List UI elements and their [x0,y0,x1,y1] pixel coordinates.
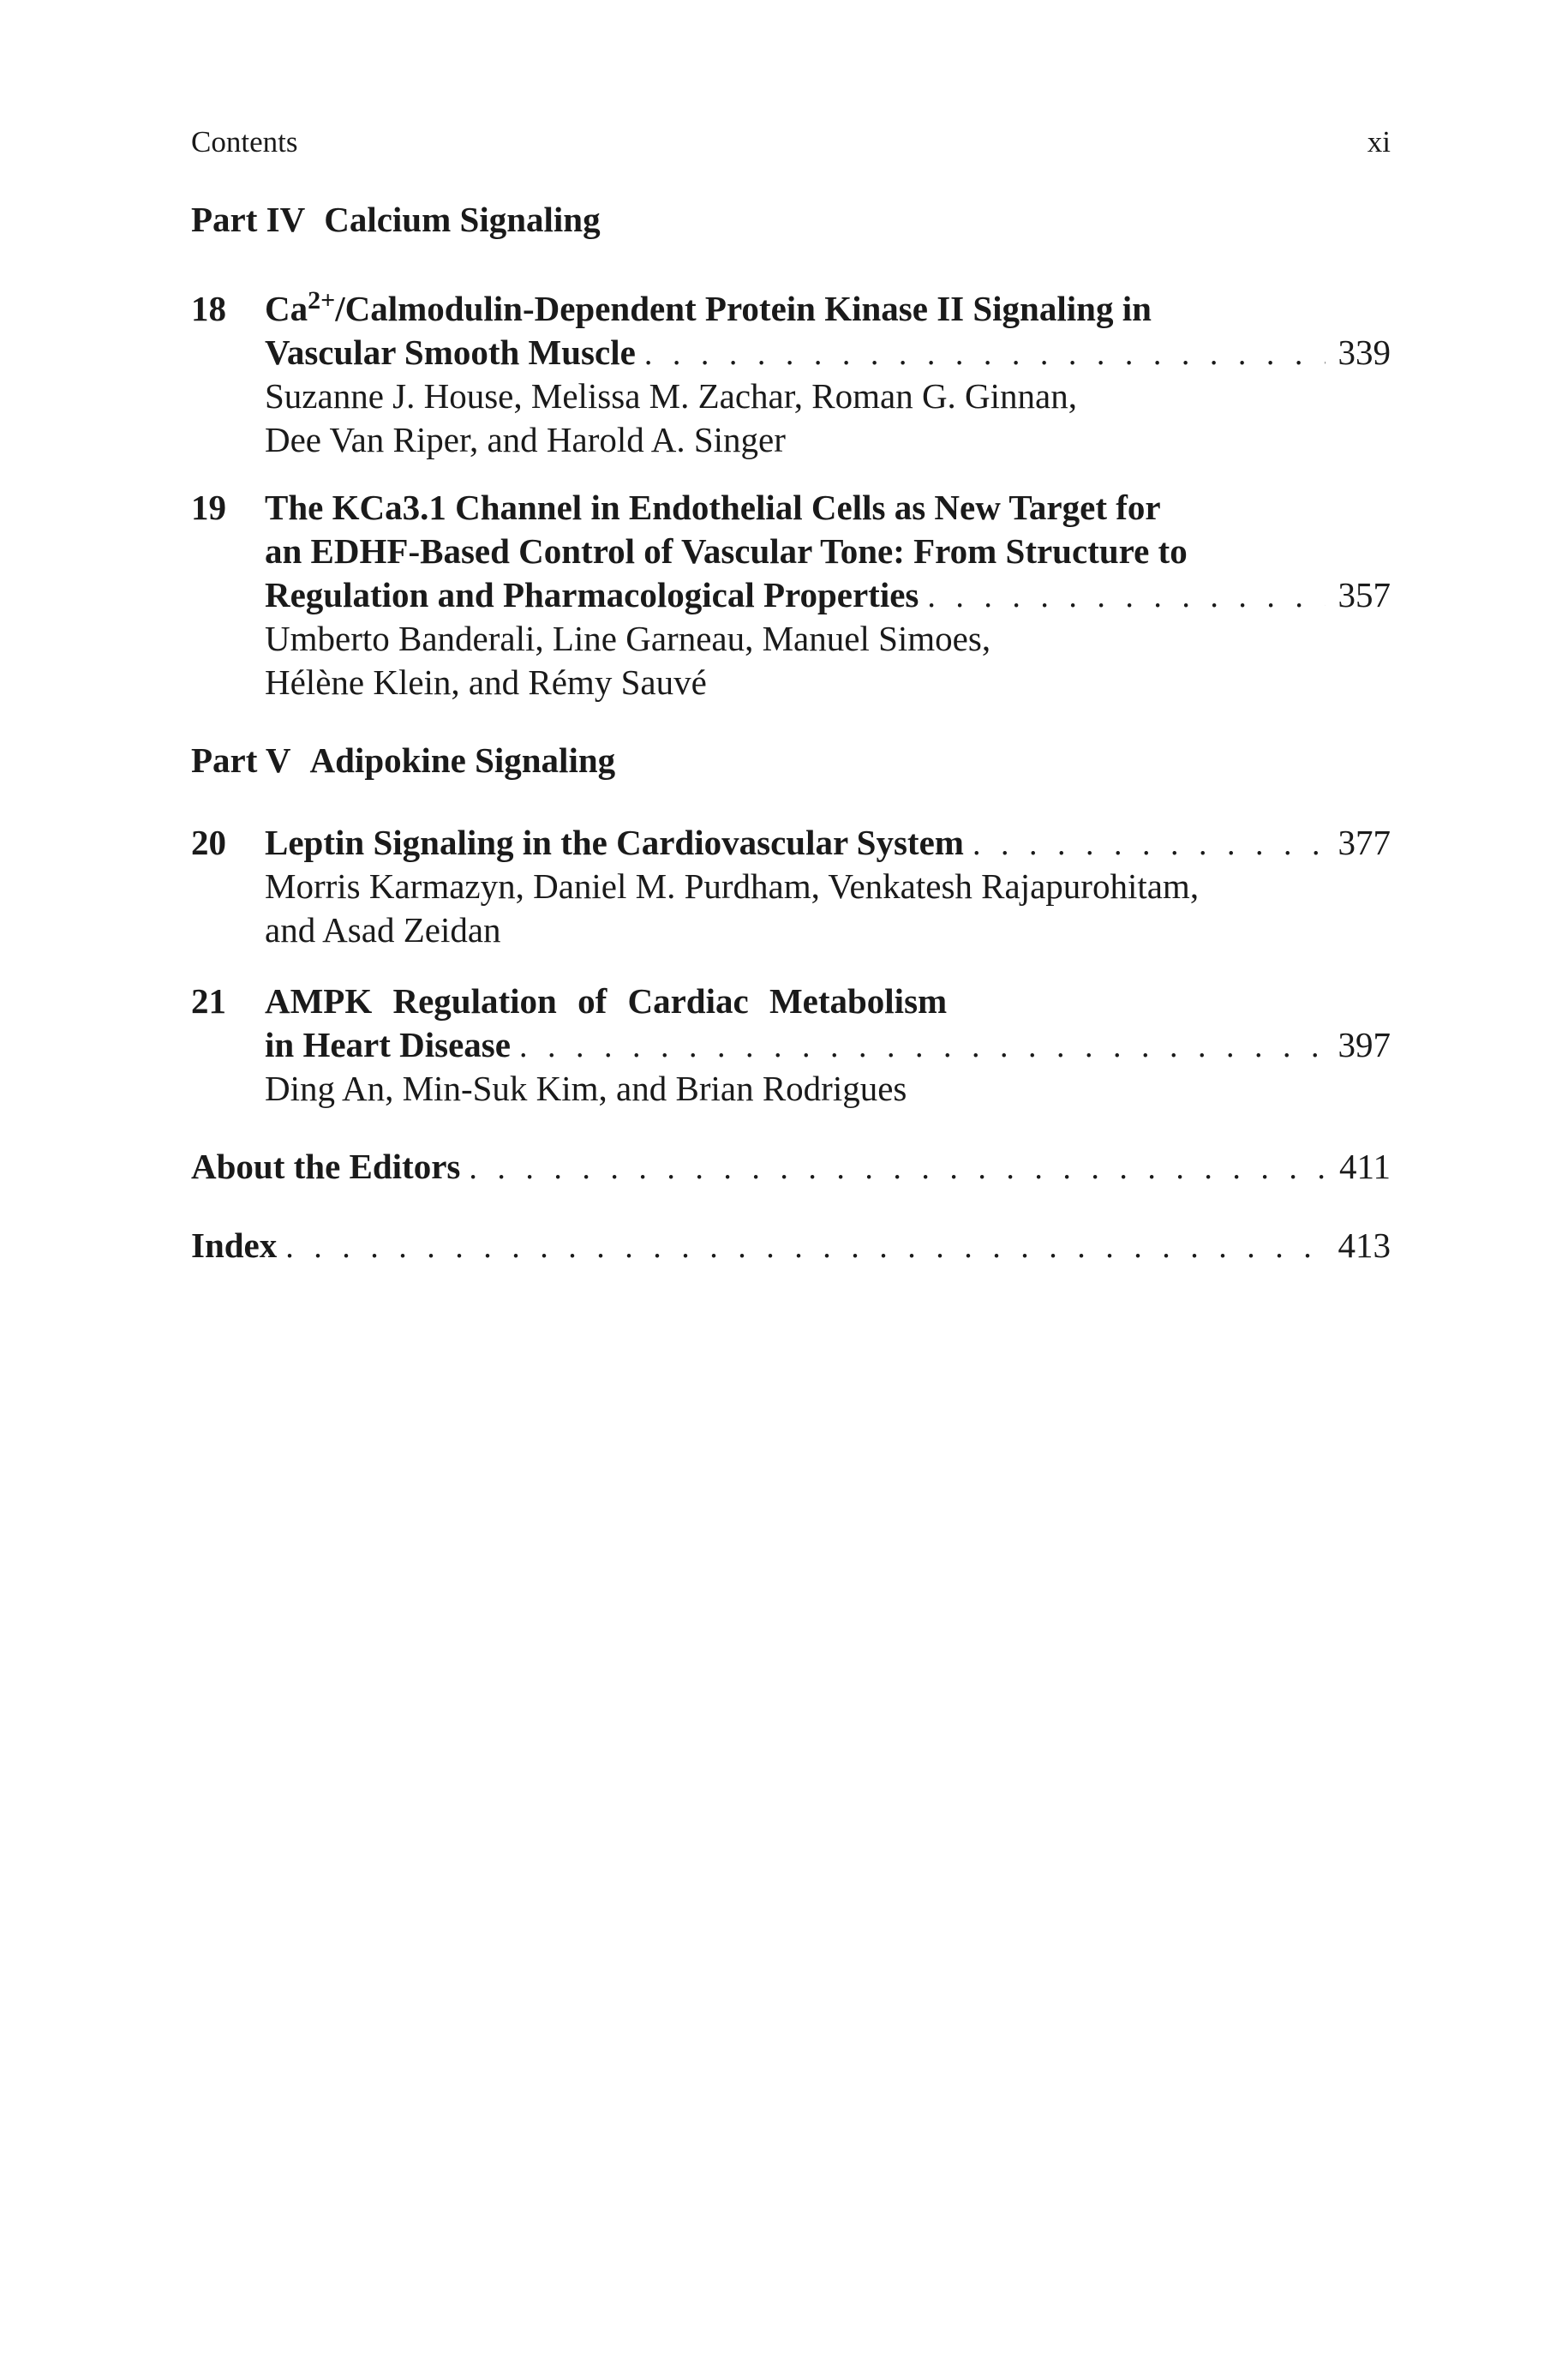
chapter-title-leader-line [265,821,1391,865]
dot-leader [519,1025,1326,1067]
chapter-title-rest: /Calmodulin-Dependent Protein Kinase II Signaling in [335,289,1152,328]
chapter-authors-line: Morris Karmazyn, Daniel M. Purdham, Venkatesh Rajapurohitam, [265,866,1200,906]
chapter-authors-line: Dee Van Riper, and Harold A. Singer [265,420,786,459]
chapter-body [265,486,1391,704]
chapter-authors-line: Ding An, Min-Suk Kim, and Brian Rodrigues [265,1069,907,1108]
running-head-title: Contents [191,125,298,159]
chapter-page-number: 377 [1338,823,1391,862]
matter-leader-line [191,1145,1391,1189]
matter-page-number: 411 [1339,1147,1391,1186]
part-heading-iv [191,198,601,241]
dot-leader [973,823,1326,865]
toc-entry-index[interactable] [191,1224,1391,1267]
chapter-title-prefix: Ca [265,289,308,328]
running-head [191,123,1391,162]
chapter-title-last-line: Regulation and Pharmacological Properties [265,575,919,614]
part-title: Adipokine Signaling [309,740,616,780]
chapter-title-last-line: Leptin Signaling in the Cardiovascular System [265,823,964,862]
chapter-number: 19 [191,488,226,527]
chapter-title-last-line: in Heart Disease [265,1025,511,1064]
chapter-title-last-line: Vascular Smooth Muscle [265,333,636,372]
chapter-title-leader-line [265,1023,1391,1067]
dot-leader [285,1225,1326,1267]
chapter-page-number: 357 [1338,575,1391,614]
chapter-authors-line: and Asad Zeidan [265,910,501,950]
matter-title: About the Editors [191,1147,461,1186]
part-label: Part IV [191,200,306,239]
chapter-authors-line: Suzanne J. House, Melissa M. Zachar, Roman G. Ginnan, [265,376,1078,416]
chapter-authors-line: Hélène Klein, and Rémy Sauvé [265,662,707,702]
chapter-title-superscript: 2+ [308,287,336,315]
chapter-body [265,821,1391,952]
chapter-number: 20 [191,823,226,862]
chapter-page-number: 339 [1338,333,1391,372]
matter-leader-line [191,1224,1391,1267]
chapter-number: 21 [191,981,226,1021]
chapter-title-leader-line [265,331,1391,375]
part-heading-v [191,739,615,782]
chapter-authors-line: Umberto Banderali, Line Garneau, Manuel Simoes, [265,619,991,658]
dot-leader [469,1147,1326,1189]
chapter-title-line: an EDHF-Based Control of Vascular Tone: From Structure to [265,531,1188,571]
chapter-page-number: 397 [1338,1025,1391,1064]
chapter-title-line: AMPK Regulation of Cardiac Metabolism [265,981,948,1021]
part-label: Part V [191,740,291,780]
chapter-body [265,980,1391,1111]
matter-title: Index [191,1225,278,1265]
chapter-title-leader-line [265,573,1391,617]
chapter-title-line [265,287,1391,331]
toc-entry-about-the-editors[interactable] [191,1145,1391,1189]
part-title: Calcium Signaling [324,200,601,239]
page-number: xi [1367,125,1391,159]
dot-leader [644,333,1326,375]
chapter-body [265,287,1391,462]
matter-page-number: 413 [1338,1225,1391,1265]
dot-leader [927,575,1326,617]
chapter-number: 18 [191,289,226,328]
chapter-title-line: The KCa3.1 Channel in Endothelial Cells as New Target for [265,488,1161,527]
